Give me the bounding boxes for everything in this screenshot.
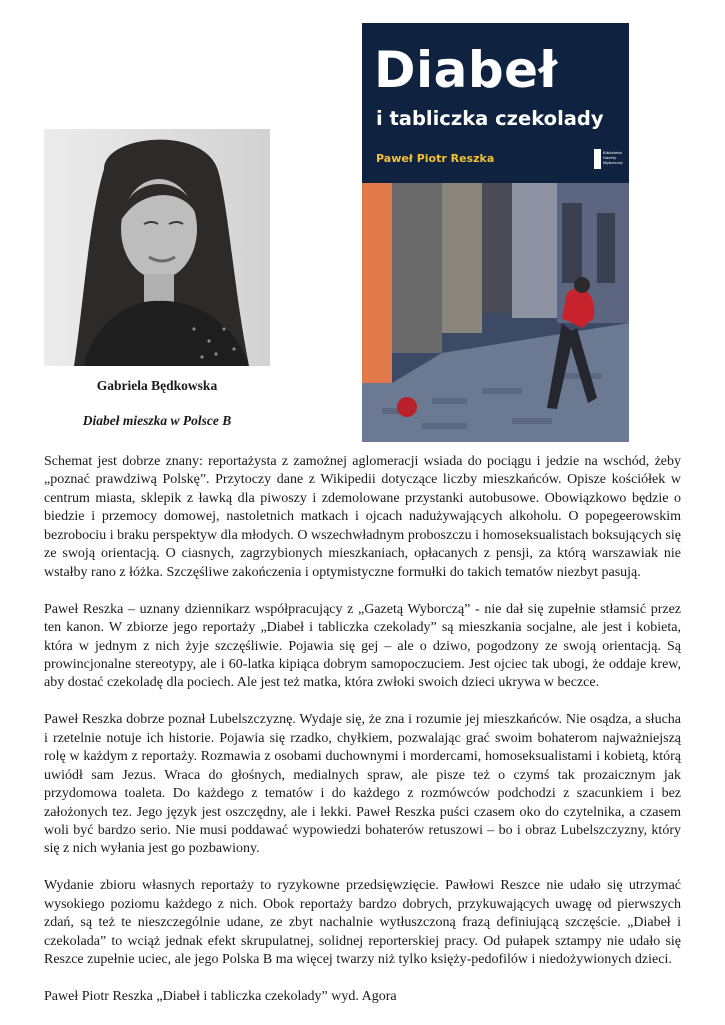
cover-author: Paweł Piotr Reszka — [376, 152, 495, 165]
paragraph-2: Paweł Reszka – uznany dziennikarz współpracujący z „Gazetą Wyborczą” - nie dał się zupełnie stłamsić przez ten kanon. W zbiorze jego reportaży „Diabeł i tabliczka czekolady” są mieszkania socjalne, ale jest i kobieta, która w jednym z nich żyje szczęśliwie. Pojawia się gej – ale o dziwo, pogodzony ze swoją orientacją. Są prowincjonalne stereotypy, ale i 60-latka kipiąca dobrym samopoczuciem. Jest ojciec tak ubogi, że oddaje krew, aby dostać czekoladę dla pociech. Ale jest też matka, która zwłoki swoich dzieci ukrywa w beczce. — [44, 601, 681, 691]
author-photo — [44, 129, 270, 366]
paragraph-4: Wydanie zbioru własnych reportaży to ryzykowne przedsięwzięcie. Pawłowi Reszce nie udało się utrzymać wysokiego poziomu każdego z nich. Obok reportaży bardzo dobrych, przykuwających uwagę od pierwszych zdań, są też te nieszczególnie udane, ze zbyt nachalnie wytłuszczoną frazą definiującą szczęście. „Diabeł i czekolada” to wciąż jednak efekt skrupulatnej, solidnej reporterskiej pracy. Od pułapek sztampy nie udało się Reszce zupełnie uciec, ale jego Polska B ma więcej twarzy niż tylko księży-pedofilów i niedożywionych dzieci. — [44, 878, 681, 968]
publisher-logo — [594, 149, 624, 171]
article-body — [44, 453, 681, 1025]
cover-title: Diabeł — [374, 41, 558, 99]
book-cover — [362, 23, 629, 442]
book-reference: Paweł Piotr Reszka „Diabeł i tabliczka czekolady” wyd. Agora — [44, 989, 397, 1005]
paragraph-1: Schemat jest dobrze znany: reportażysta z zamożnej aglomeracji wsiada do pociągu i jedzie na wschód, żeby „poznać prawdziwą Polskę”. Przytoczy dane z Wikipedii dotyczące liczby mieszkańców. Opisze kościółek w centrum miasta, sklepik z ławką dla piwoszy i zdemolowane przystanki autobusowe. Obowiązkowo będzie o biedzie i przemocy domowej, nastoletnich matkach i ojcach nadużywających alkoholu. O popegeerowskim bezrobociu i braku perspektyw dla młodych. O wszechwładnym proboszczu i homoseksualistach boksujących się ze swoją orientacją. O ciasnych, zagrzybionych mieszkaniach, opłacanych z pensji, za którą warszawiak nie wstałby rano z łóżka. Szczęśliwe zakończenia i optymistyczne formułki do takich tematów niezbyt pasują. — [44, 454, 681, 580]
publisher-logo-text: Biblioteka Gazety Wyborczej — [603, 150, 623, 165]
paragraph-3: Paweł Reszka dobrze poznał Lubelszczyznę. Wydaje się, że zna i rozumie jej mieszkańców. Nie osądza, a słucha i rzetelnie notuje ich historie. Pojawia się rzadko, chyłkiem, pozwalając grać swoim bohaterom najważniejszą rolę w każdym z reportaży. Rozmawia z osobami duchownymi i mordercami, homoseksualistami i kobietą, którą uwiódł sam Jezus. Wraca do głośnych, medialnych spraw, ale pisze też o czymś tak prozaicznym jak przydomowa toaleta. Do każdego z tematów i do każdego z rozmówców podchodzi z szacunkiem i bez założonych tez. Jego język jest oszczędny, ale i lekki. Paweł Reszka puści czasem oko do czytelnika, a czasem woli być bardzo serio. Nie musi poddawać wypowiedzi bohaterów retuszowi – bo i obraz Lubelszczyzny, który się z nich wyłania jest go pozbawiony. — [44, 712, 681, 857]
article-title: Diabeł mieszka w Polsce B — [82, 413, 232, 428]
cover-subtitle: i tabliczka czekolady — [376, 107, 604, 130]
author-name: Gabriela Będkowska — [96, 378, 218, 393]
cover-photo — [362, 183, 629, 442]
